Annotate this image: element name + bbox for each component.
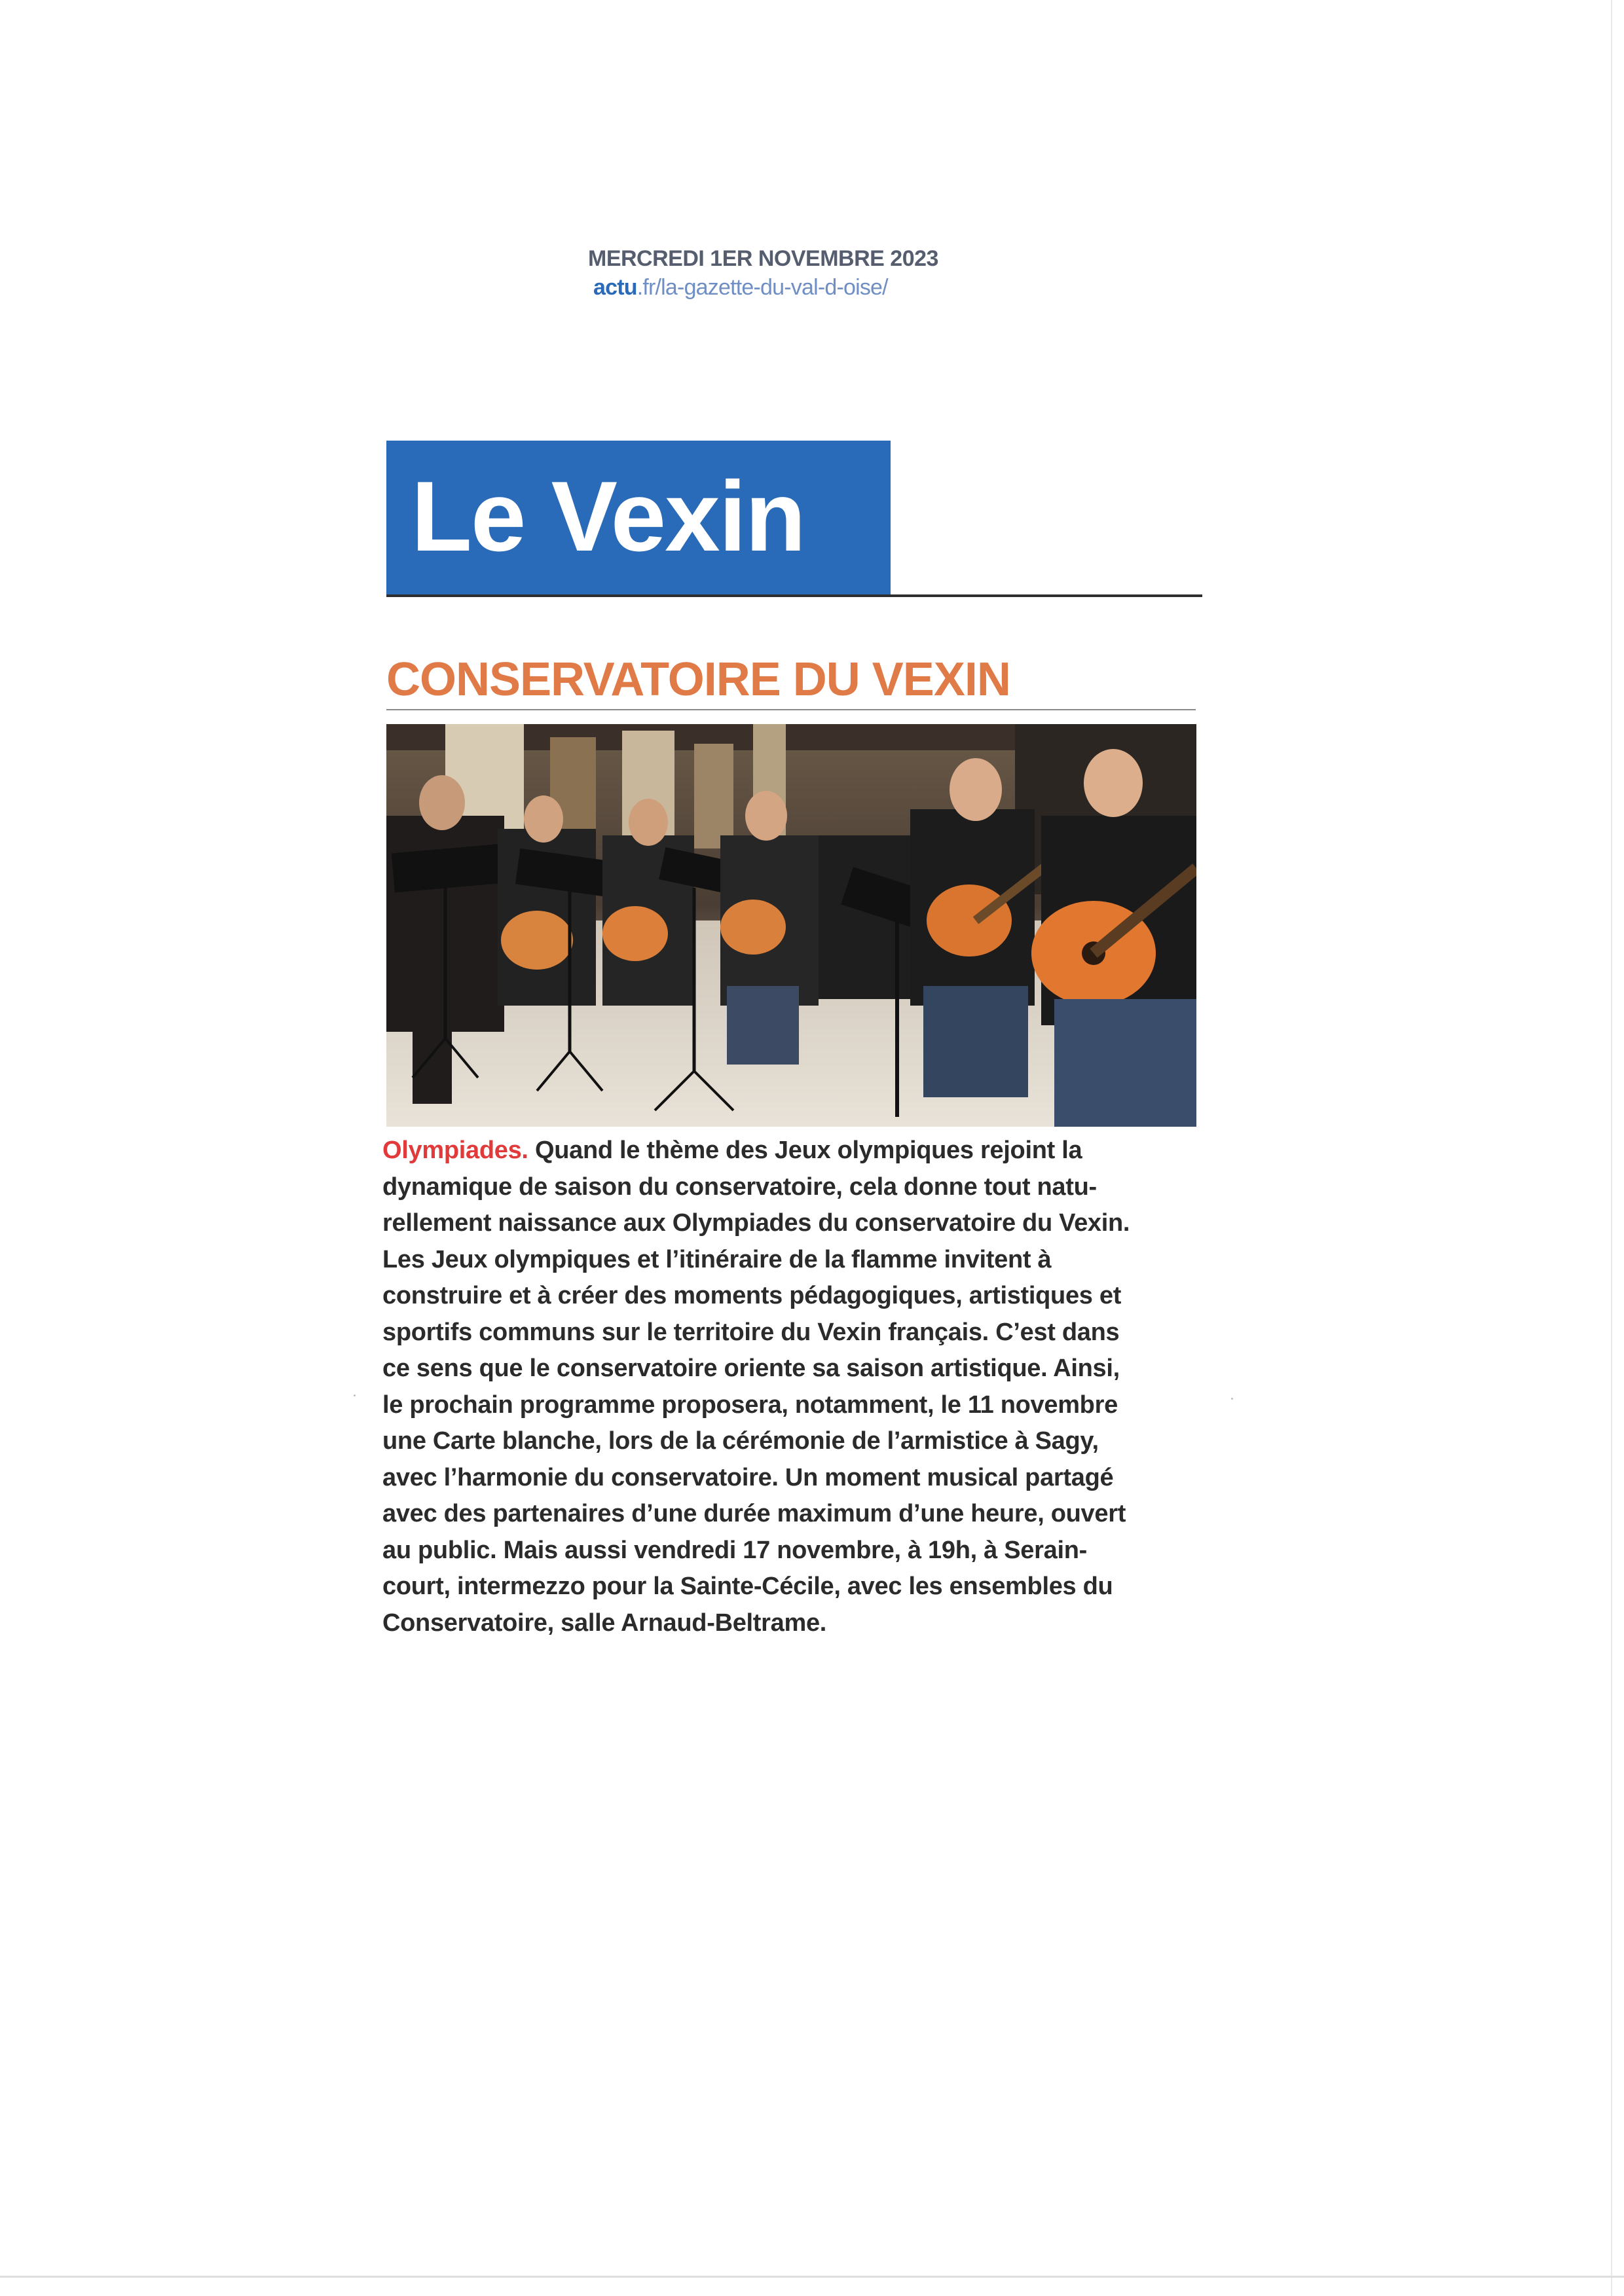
article-photo — [386, 724, 1196, 1127]
source-url-path: .fr/la-gazette-du-val-d-oise/ — [637, 275, 888, 300]
section-title: Le Vexin — [411, 461, 805, 572]
article-line: dynamique de saison du conservatoire, cela donne tout natu- — [382, 1173, 1097, 1201]
headline-rule — [386, 709, 1196, 710]
article-line: sportifs communs sur le territoire du Vexin français. C’est dans — [382, 1318, 1120, 1346]
source-url-brand: actu — [593, 275, 637, 300]
scan-speck — [354, 1394, 356, 1396]
article-line: Conservatoire, salle Arnaud-Beltrame. — [382, 1609, 827, 1637]
scan-edge-right — [1611, 0, 1612, 2296]
scan-speck — [1231, 1398, 1233, 1400]
article-line: le prochain programme proposera, notamment, le 11 novembre — [382, 1391, 1118, 1419]
article-line: court, intermezzo pour la Sainte-Cécile, avec les ensembles du — [382, 1573, 1113, 1600]
first-line-text: Quand le thème des Jeux olympiques rejoint la — [528, 1137, 1082, 1164]
article-line: une Carte blanche, lors de la cérémonie de l’armistice à Sagy, — [382, 1427, 1099, 1455]
article-line: construire et à créer des moments pédagogiques, artistiques et — [382, 1282, 1122, 1309]
article-line: Les Jeux olympiques et l’itinéraire de la flamme invitent à — [382, 1245, 1052, 1273]
publication-date: MERCREDI 1ER NOVEMBRE 2023 — [588, 246, 938, 271]
article-line: au public. Mais aussi vendredi 17 novembre, à 19h, à Serain- — [382, 1536, 1087, 1564]
article-line: rellement naissance aux Olympiades du conservatoire du Vexin. — [382, 1209, 1130, 1237]
article-line: avec des partenaires d’une durée maximum d’une heure, ouvert — [382, 1500, 1126, 1527]
section-banner — [386, 441, 891, 595]
photo-of-guitar-ensemble-icon — [386, 724, 1196, 1127]
article-line: ce sens que le conservatoire oriente sa saison artistique. Ainsi, — [382, 1355, 1120, 1382]
section-rule — [386, 594, 1202, 597]
source-url — [593, 275, 888, 301]
article-body — [382, 1133, 1208, 1641]
article-line-first — [382, 1133, 1208, 1169]
article-line: avec l’harmonie du conservatoire. Un moment musical partagé — [382, 1463, 1114, 1491]
lead-word: Olympiades. — [382, 1137, 528, 1164]
scan-edge-bottom — [0, 2276, 1624, 2278]
article-headline: CONSERVATOIRE DU VEXIN — [386, 653, 1010, 706]
